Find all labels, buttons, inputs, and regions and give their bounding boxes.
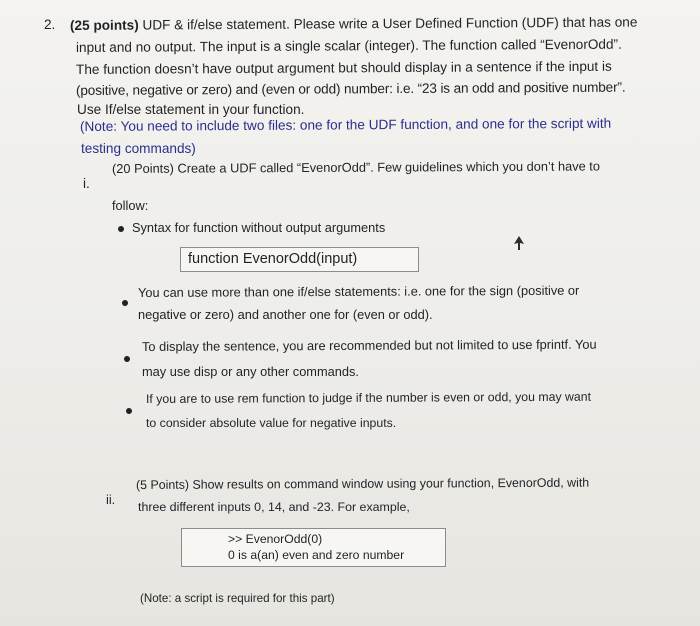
question-points: (25 points) xyxy=(69,17,139,33)
question-line-4: (positive, negative or zero) and (even or odd) number: i.e. “23 is an odd and positive number”. xyxy=(75,79,626,98)
bullet-4-line-2: to consider absolute value for negative inputs. xyxy=(146,416,397,430)
question-text-1: UDF & if/else statement. Please write a User Defined Function (UDF) that has one xyxy=(142,14,638,33)
note-line-2: testing commands) xyxy=(81,141,196,156)
bullet-3-line-2: may use disp or any other commands. xyxy=(142,364,359,379)
bullet-2 xyxy=(122,300,128,306)
mouse-cursor-icon xyxy=(512,235,526,251)
bullet-1 xyxy=(118,226,124,232)
bullet-2-line-1: You can use more than one if/else statements: i.e. one for the sign (positive or xyxy=(137,282,580,300)
bullet-3-line-1: To display the sentence, you are recommended but not limited to use fprintf. You xyxy=(141,336,597,354)
note-line-1: (Note: You need to include two files: one for the UDF function, and one for the script with xyxy=(79,115,612,134)
bullet-2-line-2: negative or zero) and another one for (even or odd). xyxy=(138,307,433,322)
example-command: >> EvenorOdd(0) xyxy=(228,532,323,546)
question-line-5: Use If/else statement in your function. xyxy=(77,102,305,117)
bullet-1-text: Syntax for function without output arguments xyxy=(132,220,386,235)
function-syntax-code: function EvenorOdd(input) xyxy=(188,251,358,267)
part-i-line-1: (20 Points) Create a UDF called “EvenorOdd”. Few guidelines which you don’t have to xyxy=(111,158,600,176)
question-number: 2. xyxy=(44,17,56,32)
part-ii-line-1: (5 Points) Show results on command window using your function, EvenorOdd, with xyxy=(135,475,590,492)
bullet-3 xyxy=(124,356,130,362)
part-ii-label: ii. xyxy=(106,492,116,507)
question-line-2: input and no output. The input is a single scalar (integer). The function called “EvenorOdd”. xyxy=(75,36,622,55)
bullet-4 xyxy=(126,408,132,414)
part-i-label: i. xyxy=(83,176,90,191)
part-ii-note: (Note: a script is required for this part) xyxy=(140,592,335,605)
part-i-line-2: follow: xyxy=(112,198,149,213)
example-output: 0 is a(an) even and zero number xyxy=(228,548,405,562)
question-line-1 xyxy=(70,14,637,35)
bullet-4-line-1: If you are to use rem function to judge if the number is even or odd, you may want xyxy=(145,389,592,406)
question-line-3: The function doesn’t have output argument but should display in a sentence if the input is xyxy=(75,58,612,77)
part-ii-line-2: three different inputs 0, 14, and -23. For example, xyxy=(138,500,410,514)
